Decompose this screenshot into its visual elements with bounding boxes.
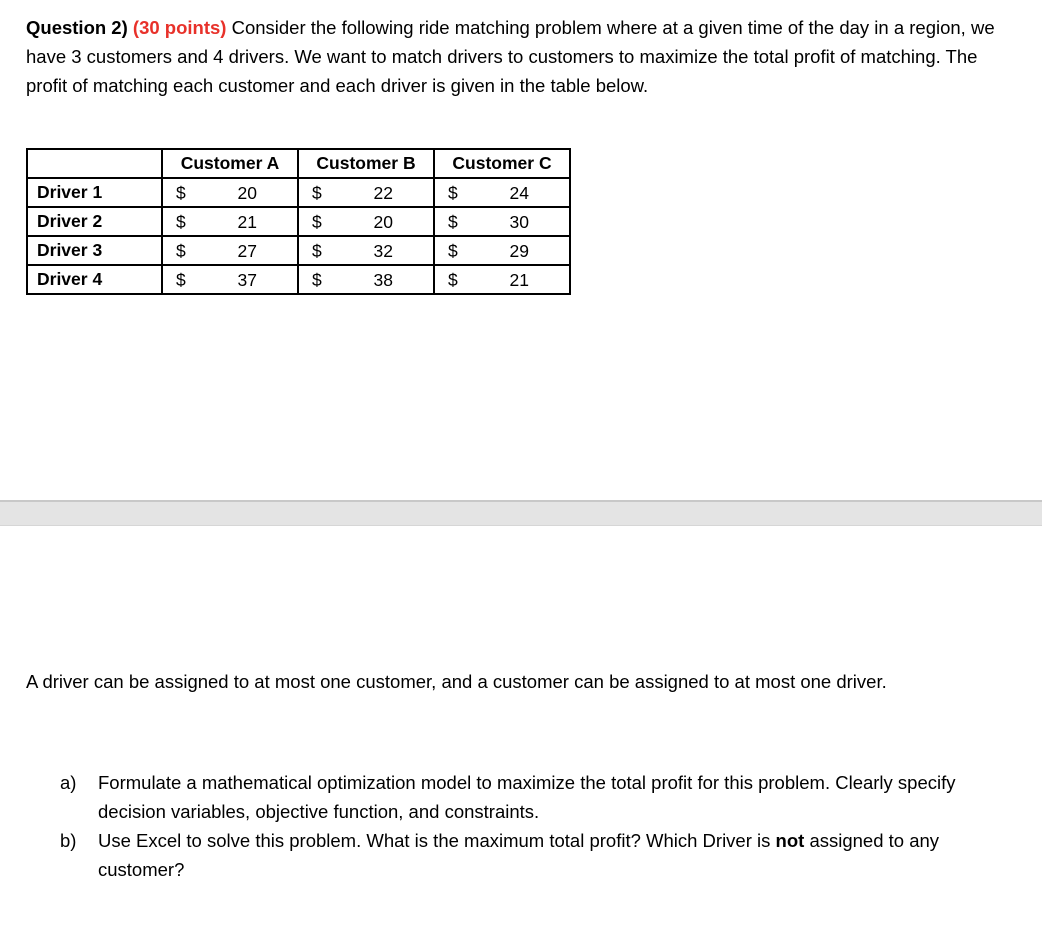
profit-cell: [162, 178, 298, 207]
currency-symbol: $: [176, 183, 186, 203]
profit-value: 21: [237, 212, 257, 232]
profit-value: 24: [509, 183, 529, 203]
profit-value: 37: [237, 270, 257, 290]
table-row: [27, 207, 570, 236]
table-corner-cell: [27, 149, 162, 178]
sub-question-marker: b): [60, 830, 77, 851]
profit-cell: [434, 178, 570, 207]
profit-value: 38: [373, 270, 393, 290]
sub-question-text-start: Use Excel to solve this problem. What is the maximum total profit? Which Driver is: [98, 830, 771, 851]
currency-symbol: $: [312, 212, 322, 232]
sub-question-text: [98, 826, 990, 884]
sub-question-marker: a): [60, 772, 77, 793]
profit-value: 20: [373, 212, 393, 232]
currency-symbol: $: [312, 183, 322, 203]
table-row: [27, 265, 570, 294]
profit-value: 32: [373, 241, 393, 261]
list-item: [60, 826, 990, 884]
profit-table: [26, 148, 571, 295]
question-label: Question 2): [26, 17, 128, 38]
currency-symbol: $: [448, 183, 458, 203]
profit-cell: [434, 207, 570, 236]
currency-symbol: $: [448, 270, 458, 290]
currency-symbol: $: [312, 270, 322, 290]
profit-cell: [162, 207, 298, 236]
profit-value: 20: [237, 183, 257, 203]
table-row: [27, 178, 570, 207]
column-header-customer-a: Customer A: [162, 149, 298, 178]
horizontal-scrollbar-track[interactable]: [0, 500, 1042, 526]
profit-cell: [298, 236, 434, 265]
currency-symbol: $: [448, 212, 458, 232]
question-intro: [26, 13, 1016, 100]
column-header-customer-b: Customer B: [298, 149, 434, 178]
currency-symbol: $: [448, 241, 458, 261]
sub-question-list: [60, 768, 990, 884]
table-header-row: [27, 149, 570, 178]
profit-value: 27: [237, 241, 257, 261]
assignment-rule-text: A driver can be assigned to at most one customer, and a customer can be assigned to at most one driver.: [26, 671, 887, 692]
intro-text: Consider the following ride matching problem where at a given time of the day in a region, we have 3 customers and 4 drivers. We want to match drivers to customers to maximize the total profit of matching. The profit of matching each customer and each driver is given in the table below.: [26, 17, 995, 96]
profit-value: 30: [509, 212, 529, 232]
currency-symbol: $: [176, 212, 186, 232]
sub-question-text: Formulate a mathematical optimization model to maximize the total profit for this problem. Clearly specify decision variables, objective function, and constraints.: [98, 772, 956, 822]
emphasis-text: not: [775, 830, 805, 851]
table-row: [27, 236, 570, 265]
currency-symbol: $: [312, 241, 322, 261]
points-label: (30 points): [132, 17, 227, 38]
profit-cell: [434, 265, 570, 294]
profit-value: 21: [509, 270, 529, 290]
profit-cell: [298, 265, 434, 294]
profit-cell: [162, 236, 298, 265]
profit-cell: [298, 207, 434, 236]
list-item: [60, 768, 990, 826]
profit-value: 22: [373, 183, 393, 203]
profit-cell: [434, 236, 570, 265]
driver-label: Driver 3: [27, 236, 162, 265]
currency-symbol: $: [176, 270, 186, 290]
currency-symbol: $: [176, 241, 186, 261]
driver-label: Driver 4: [27, 265, 162, 294]
profit-cell: [162, 265, 298, 294]
profit-cell: [298, 178, 434, 207]
profit-value: 29: [509, 241, 529, 261]
sub-question-text-end: assigned to any customer?: [98, 830, 940, 880]
column-header-customer-c: Customer C: [434, 149, 570, 178]
driver-label: Driver 2: [27, 207, 162, 236]
driver-label: Driver 1: [27, 178, 162, 207]
